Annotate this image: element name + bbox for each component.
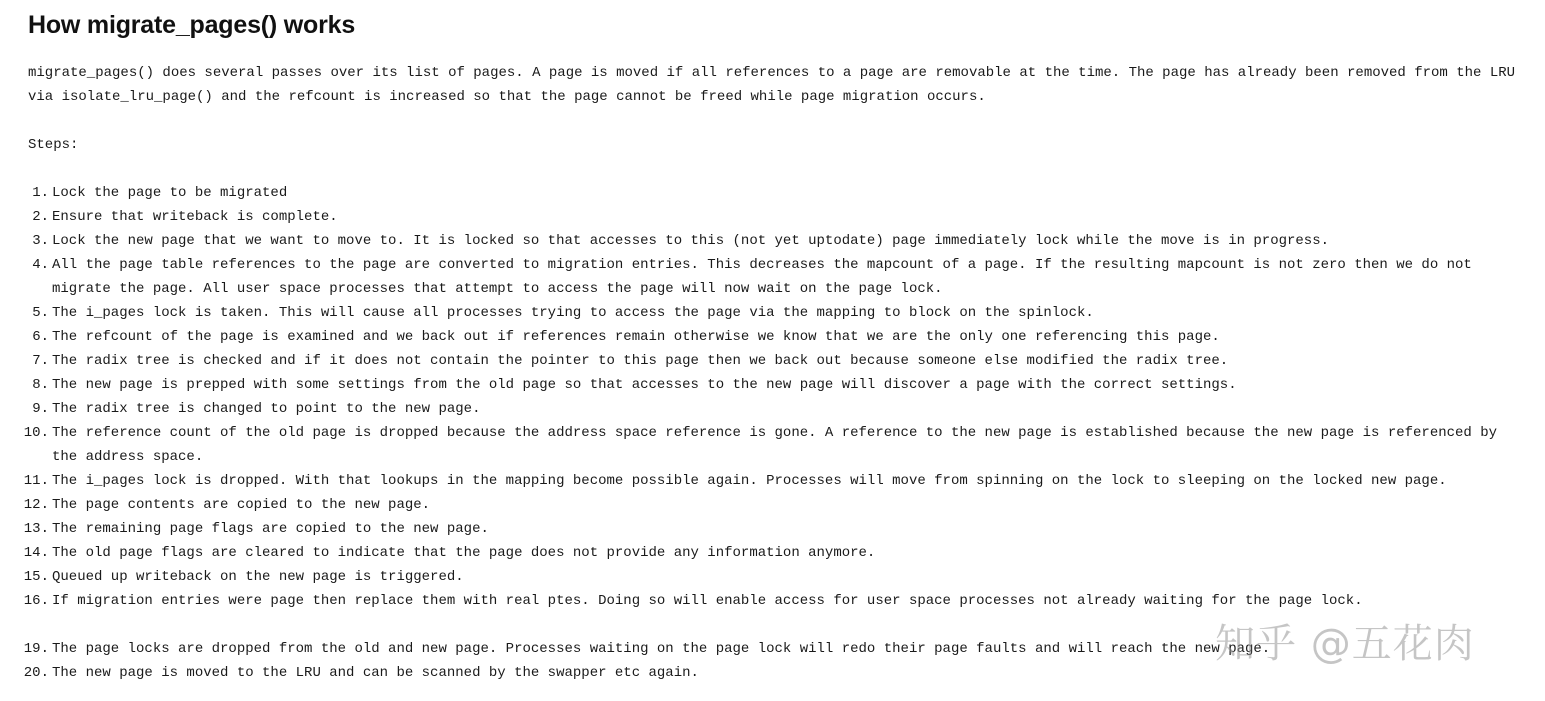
step-number: 11. [23, 473, 49, 489]
step-number: 4. [32, 257, 49, 273]
list-item [23, 589, 1528, 613]
step-number: 9. [32, 401, 49, 417]
step-text: The i_pages lock is taken. This will cause all processes trying to access the page via the mapping to block on the spinlock. [52, 305, 1094, 321]
steps-label: Steps: [28, 137, 79, 153]
list-item [23, 469, 1528, 493]
step-number: 15. [23, 569, 49, 585]
step-text: The new page is prepped with some settings from the old page so that accesses to the new page will discover a page with the correct settings. [52, 377, 1237, 393]
intro-paragraph: migrate_pages() does several passes over its list of pages. A page is moved if all references to a page are removable at the time. The page has already been removed from the LRU via isolate_lru_page() and the refcount is increased so that the page cannot be freed while page migration occurs. [28, 65, 1516, 105]
step-number: 3. [32, 233, 49, 249]
list-item [28, 325, 1528, 349]
list-item [23, 493, 1528, 517]
list-item [28, 397, 1528, 421]
step-text: The new page is moved to the LRU and can be scanned by the swapper etc again. [52, 665, 699, 681]
step-number: 2. [32, 209, 49, 225]
step-text: The i_pages lock is dropped. With that lookups in the mapping become possible again. Processes will move from spinning on the lock to sleeping on the locked new page. [52, 473, 1447, 489]
step-text: If migration entries were page then replace them with real ptes. Doing so will enable access for user space processes not already waiting for the page lock. [52, 593, 1363, 609]
step-number: 16. [23, 593, 49, 609]
step-text: The page contents are copied to the new page. [52, 497, 431, 513]
steps-list [23, 181, 1528, 685]
step-text: The reference count of the old page is dropped because the address space reference is gone. A reference to the new page is established because the new page is referenced by the address space. [52, 425, 1498, 465]
list-item [23, 565, 1528, 589]
step-number: 20. [23, 665, 49, 681]
page-title: How migrate_pages() works [28, 11, 356, 39]
step-number: 12. [23, 497, 49, 513]
watermark: 知乎 @五花肉 [1215, 621, 1475, 667]
step-number: 13. [23, 521, 49, 537]
list-item [28, 349, 1528, 373]
step-number: 14. [23, 545, 49, 561]
step-text: Lock the page to be migrated [52, 185, 288, 201]
list-item [23, 541, 1528, 565]
step-text: Queued up writeback on the new page is triggered. [52, 569, 464, 585]
step-text: The old page flags are cleared to indicate that the page does not provide any information anymore. [52, 545, 876, 561]
step-text: The remaining page flags are copied to the new page. [52, 521, 489, 537]
step-number: 8. [32, 377, 49, 393]
step-text: The radix tree is changed to point to the new page. [52, 401, 481, 417]
list-item [23, 421, 1528, 469]
list-item [28, 301, 1528, 325]
list-item [28, 229, 1528, 253]
list-item [28, 205, 1528, 229]
step-text: All the page table references to the page are converted to migration entries. This decreases the mapcount of a page. If the resulting mapcount is not zero then we do not migrate the page. All user space processes that attempt to access the page will now wait on the page lock. [52, 257, 1472, 297]
list-item [28, 253, 1528, 301]
list-item [28, 373, 1528, 397]
step-text: Ensure that writeback is complete. [52, 209, 338, 225]
step-number: 10. [23, 425, 49, 441]
document-body [23, 0, 1528, 685]
list-item [23, 517, 1528, 541]
step-number: 6. [32, 329, 49, 345]
step-text: The radix tree is checked and if it does not contain the pointer to this page then we back out because someone else modified the radix tree. [52, 353, 1229, 369]
step-number: 19. [23, 641, 49, 657]
step-number: 7. [32, 353, 49, 369]
step-text: The page locks are dropped from the old and new page. Processes waiting on the page lock will redo their page faults and will reach the new page. [52, 641, 1271, 657]
list-item [28, 181, 1528, 205]
step-number: 1. [32, 185, 49, 201]
step-text: The refcount of the page is examined and we back out if references remain otherwise we know that we are the only one referencing this page. [52, 329, 1220, 345]
step-text: Lock the new page that we want to move to. It is locked so that accesses to this (not yet uptodate) page immediately lock while the move is in progress. [52, 233, 1330, 249]
step-number: 5. [32, 305, 49, 321]
